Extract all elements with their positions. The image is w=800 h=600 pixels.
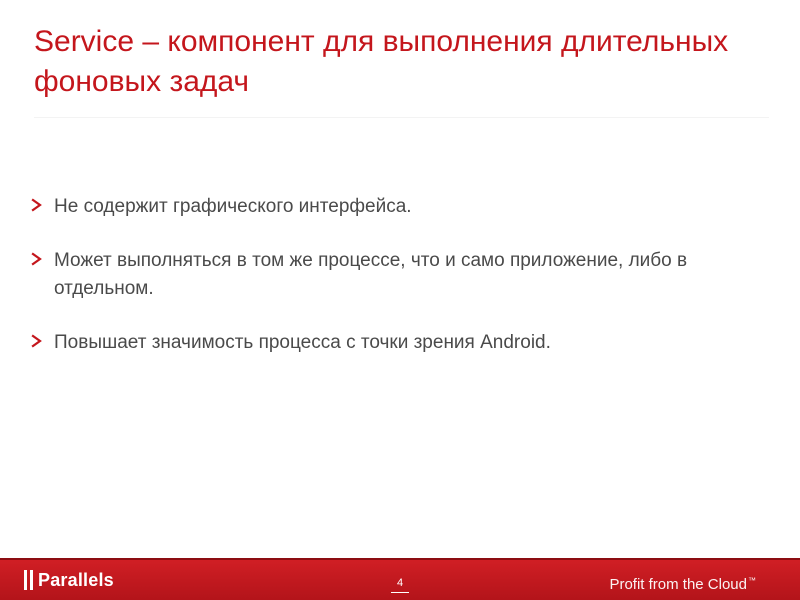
page-number: 4	[396, 577, 404, 589]
title-divider	[34, 117, 769, 118]
logo-text: Parallels	[38, 569, 114, 590]
bullet-item	[30, 247, 750, 303]
bullet-text: Может выполняться в том же процессе, что и само приложение, либо в отдельном.	[54, 250, 688, 299]
chevron-right-icon	[30, 333, 44, 349]
footer-tagline	[609, 572, 756, 594]
chevron-right-icon	[30, 197, 44, 213]
trademark-mark: ™	[748, 576, 756, 585]
bullet-item	[30, 193, 750, 221]
tagline-text: Profit from the Cloud	[609, 576, 747, 593]
slide-title: Service – компонент для выполнения длительных фоновых задач	[34, 25, 729, 98]
footer-divider	[0, 558, 800, 560]
parallels-logo	[24, 569, 114, 591]
bullet-list	[30, 193, 750, 383]
parallels-logo-bars-icon	[24, 570, 34, 590]
chevron-right-icon	[30, 251, 44, 267]
bullet-text: Не содержит графического интерфейса.	[54, 196, 412, 217]
bullet-item	[30, 329, 750, 357]
footer-bar	[0, 558, 800, 600]
bullet-text: Повышает значимость процесса с точки зрения Android.	[54, 332, 551, 353]
page-number-underline	[391, 592, 409, 593]
